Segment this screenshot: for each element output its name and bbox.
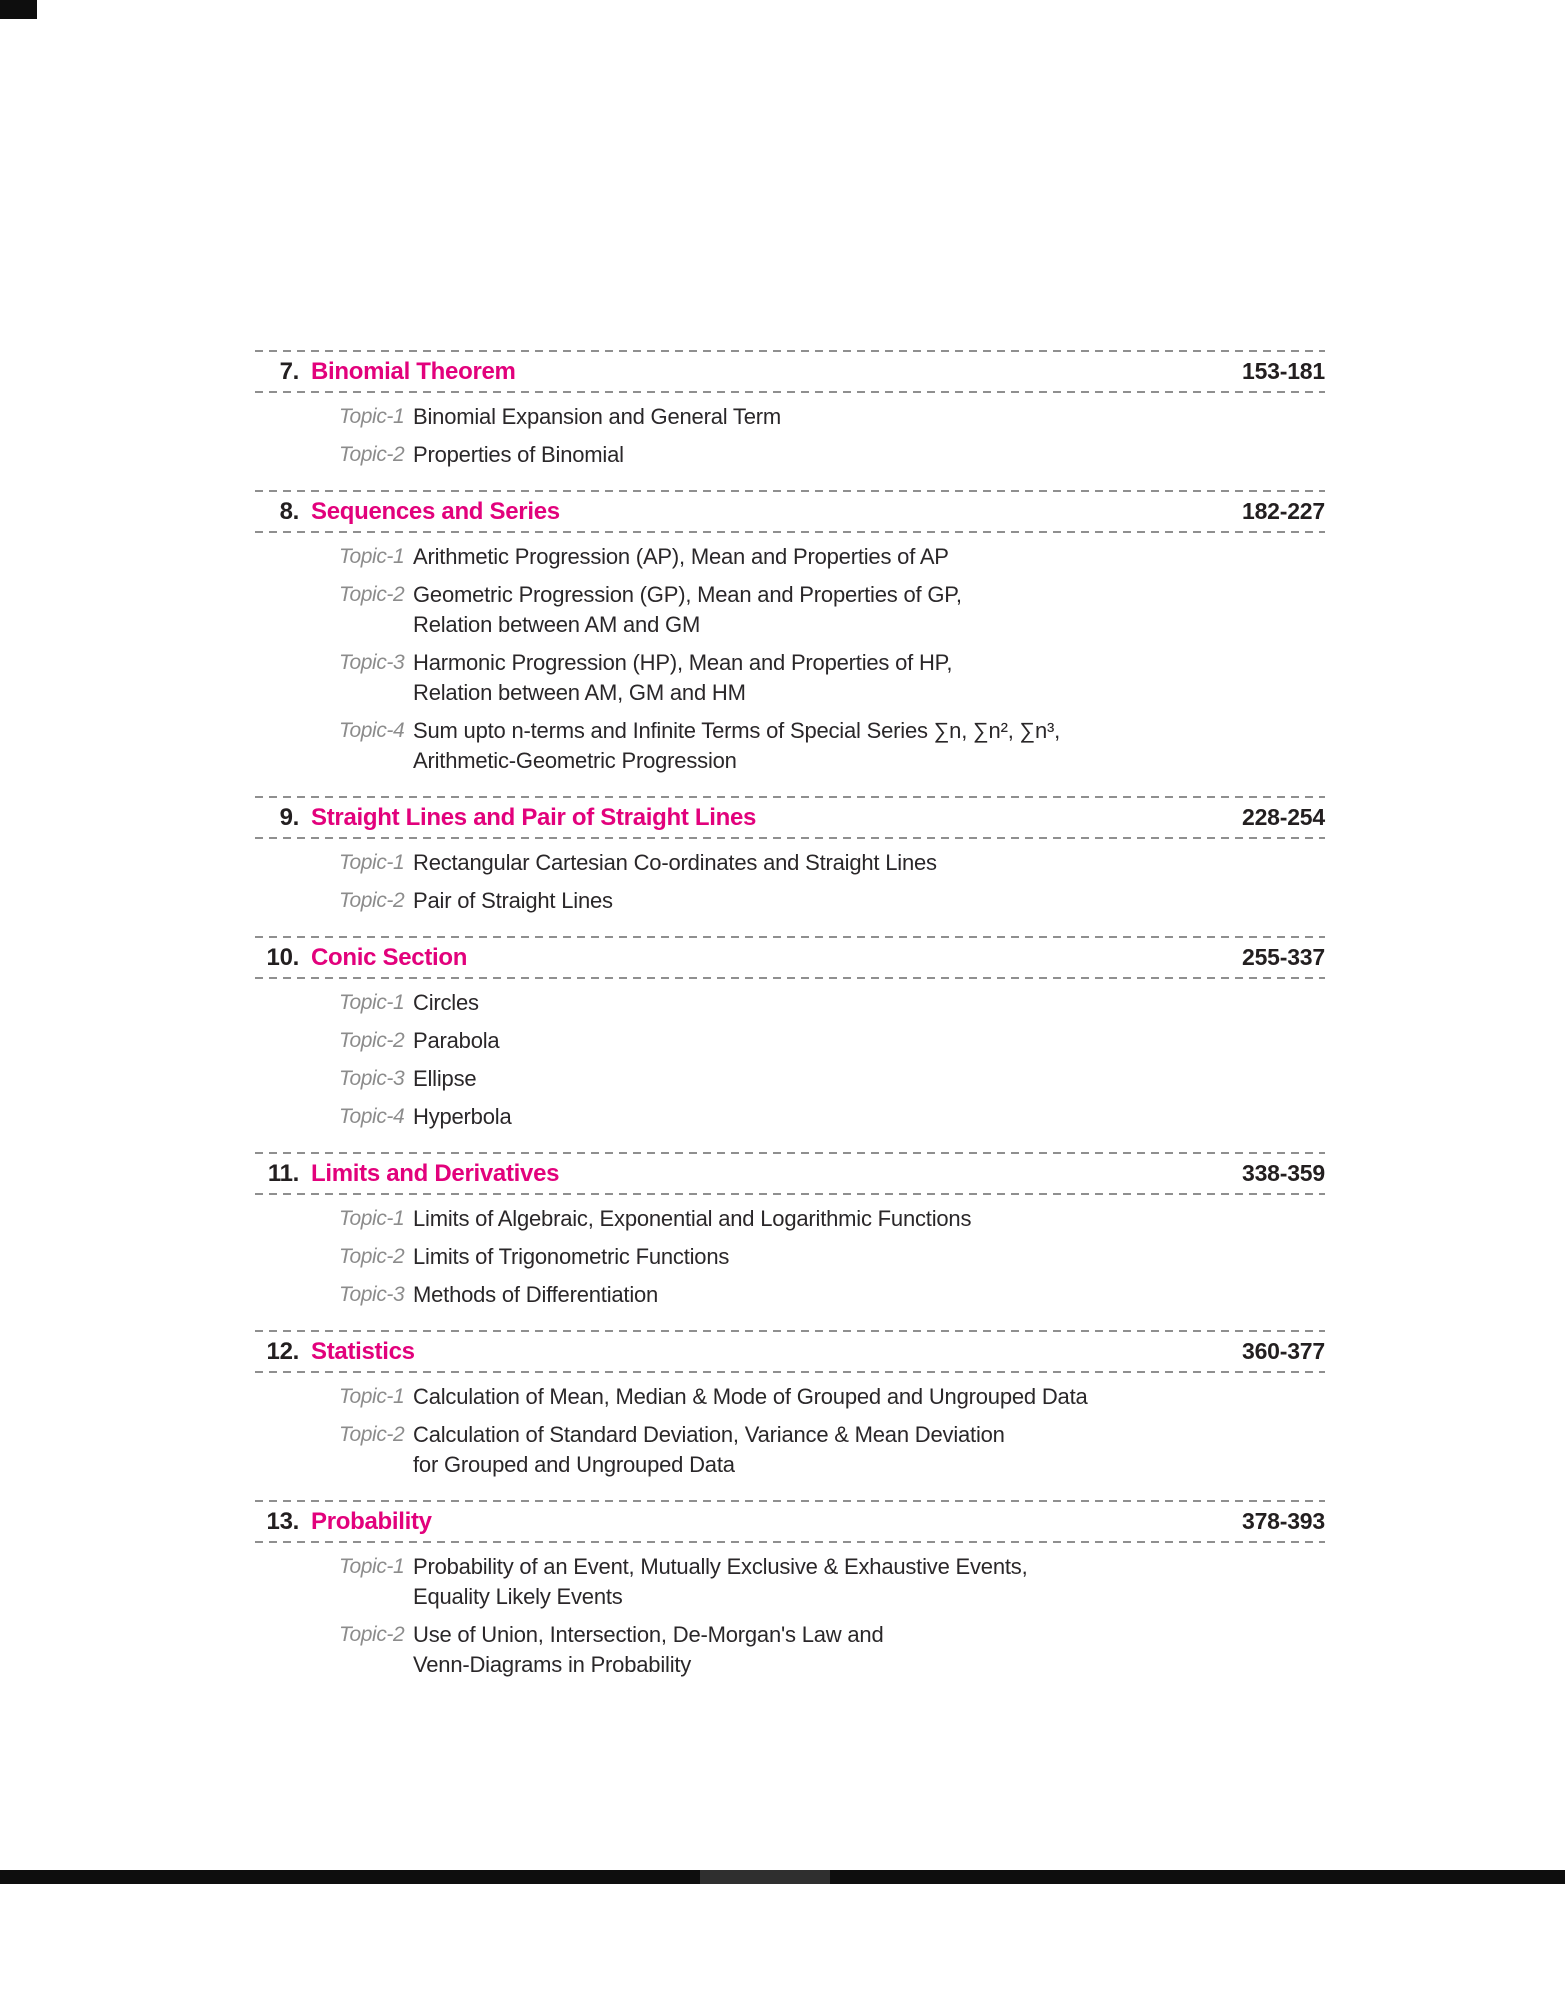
topic-list: [255, 1204, 1325, 1310]
chapter-number: 9.: [279, 804, 299, 831]
chapter-entry-13: [255, 1500, 1325, 1680]
topic-item: [339, 988, 1325, 1018]
chapter-entry-9: [255, 796, 1325, 916]
topic-item: [339, 440, 1325, 470]
topic-item: [339, 1620, 1325, 1680]
topic-text: Ellipse: [413, 1066, 477, 1091]
chapter-title: Conic Section: [311, 944, 468, 971]
topic-text: Parabola: [413, 1028, 500, 1053]
chapter-page-range: 338-359: [1241, 1160, 1325, 1186]
chapter-entry-7: [255, 350, 1325, 470]
topic-list: [255, 1382, 1325, 1480]
topic-text: Probability of an Event, Mutually Exclusive & Exhaustive Events, Equality Likely Events: [413, 1554, 1028, 1609]
chapter-heading: [255, 796, 1325, 839]
topic-label: Topic-3: [339, 651, 405, 674]
topic-label: Topic-2: [339, 1029, 405, 1052]
topic-text: Pair of Straight Lines: [413, 888, 613, 913]
topic-item: [339, 1102, 1325, 1132]
topic-item: [339, 1552, 1325, 1612]
chapter-title: Sequences and Series: [311, 498, 560, 525]
topic-label: Topic-4: [339, 719, 405, 742]
topic-text: Harmonic Progression (HP), Mean and Properties of HP, Relation between AM, GM and HM: [413, 650, 953, 705]
chapter-entry-12: [255, 1330, 1325, 1480]
bottom-rule-bar-segment: [700, 1870, 830, 1884]
topic-item: [339, 542, 1325, 572]
topic-label: Topic-4: [339, 1105, 405, 1128]
topic-item: [339, 1420, 1325, 1480]
topic-item: [339, 1026, 1325, 1056]
topic-label: Topic-1: [339, 991, 405, 1014]
topic-item: [339, 1204, 1325, 1234]
chapter-entry-11: [255, 1152, 1325, 1310]
bottom-rule-bar: [0, 1870, 1565, 1884]
topic-text: Circles: [413, 990, 479, 1015]
topic-text: Arithmetic Progression (AP), Mean and Properties of AP: [413, 544, 949, 569]
topic-label: Topic-1: [339, 545, 405, 568]
topic-label: Topic-1: [339, 1207, 405, 1230]
chapter-heading: [255, 1152, 1325, 1195]
chapter-title: Probability: [311, 1508, 432, 1535]
topic-text: Methods of Differentiation: [413, 1282, 659, 1307]
topic-label: Topic-2: [339, 889, 405, 912]
topic-label: Topic-3: [339, 1067, 405, 1090]
topic-item: [339, 886, 1325, 916]
topic-text: Binomial Expansion and General Term: [413, 404, 782, 429]
chapter-heading: [255, 1330, 1325, 1373]
topic-list: [255, 848, 1325, 916]
chapter-number: 11.: [267, 1160, 299, 1187]
topic-item: [339, 1064, 1325, 1094]
chapter-number: 13.: [266, 1508, 299, 1535]
chapter-heading: [255, 490, 1325, 533]
chapter-number: 10.: [266, 944, 299, 971]
chapter-title: Limits and Derivatives: [311, 1160, 560, 1187]
topic-label: Topic-2: [339, 583, 405, 606]
chapter-title: Statistics: [311, 1338, 415, 1365]
chapter-number: 7.: [279, 358, 299, 385]
topic-list: [255, 542, 1325, 776]
chapter-page-range: 378-393: [1241, 1508, 1325, 1534]
topic-label: Topic-1: [339, 1555, 405, 1578]
topic-list: [255, 988, 1325, 1132]
chapter-title: Straight Lines and Pair of Straight Lines: [311, 804, 757, 831]
topic-label: Topic-1: [339, 405, 405, 428]
topic-text: Limits of Algebraic, Exponential and Logarithmic Functions: [413, 1206, 972, 1231]
topic-label: Topic-1: [339, 851, 405, 874]
topic-text: Limits of Trigonometric Functions: [413, 1244, 730, 1269]
chapter-page-range: 360-377: [1241, 1338, 1325, 1364]
chapter-page-range: 228-254: [1241, 804, 1325, 830]
chapter-entry-10: [255, 936, 1325, 1132]
topic-label: Topic-2: [339, 1423, 405, 1446]
topic-list: [255, 1552, 1325, 1680]
topic-text: Sum upto n-terms and Infinite Terms of Special Series ∑n, ∑n², ∑n³, Arithmetic-Geometric Progression: [413, 718, 1061, 773]
topic-item: [339, 402, 1325, 432]
topic-text: Properties of Binomial: [413, 442, 624, 467]
topic-item: [339, 1280, 1325, 1310]
topic-text: Rectangular Cartesian Co-ordinates and Straight Lines: [413, 850, 937, 875]
topic-item: [339, 648, 1325, 708]
chapter-heading: [255, 350, 1325, 393]
topic-label: Topic-1: [339, 1385, 405, 1408]
chapter-title: Binomial Theorem: [311, 358, 516, 385]
chapter-heading: [255, 936, 1325, 979]
topic-text: Hyperbola: [413, 1104, 512, 1129]
topic-list: [255, 402, 1325, 470]
topic-label: Topic-2: [339, 1245, 405, 1268]
chapter-number: 8.: [279, 498, 299, 525]
topic-label: Topic-2: [339, 1623, 405, 1646]
topic-text: Calculation of Mean, Median & Mode of Grouped and Ungrouped Data: [413, 1384, 1088, 1409]
topic-label: Topic-3: [339, 1283, 405, 1306]
topic-text: Calculation of Standard Deviation, Variance & Mean Deviation for Grouped and Ungrouped Data: [413, 1422, 1005, 1477]
topic-item: [339, 1242, 1325, 1272]
topic-item: [339, 580, 1325, 640]
topic-label: Topic-2: [339, 443, 405, 466]
topic-text: Use of Union, Intersection, De-Morgan's Law and Venn-Diagrams in Probability: [413, 1622, 884, 1677]
chapter-number: 12.: [266, 1338, 299, 1365]
chapter-page-range: 182-227: [1241, 498, 1325, 524]
chapter-page-range: 255-337: [1241, 944, 1325, 970]
topic-text: Geometric Progression (GP), Mean and Properties of GP, Relation between AM and GM: [413, 582, 962, 637]
top-left-corner-mark: [0, 0, 37, 19]
topic-item: [339, 716, 1325, 776]
table-of-contents: [255, 350, 1325, 1700]
topic-item: [339, 1382, 1325, 1412]
topic-item: [339, 848, 1325, 878]
chapter-heading: [255, 1500, 1325, 1543]
chapter-page-range: 153-181: [1241, 358, 1325, 384]
chapter-entry-8: [255, 490, 1325, 776]
